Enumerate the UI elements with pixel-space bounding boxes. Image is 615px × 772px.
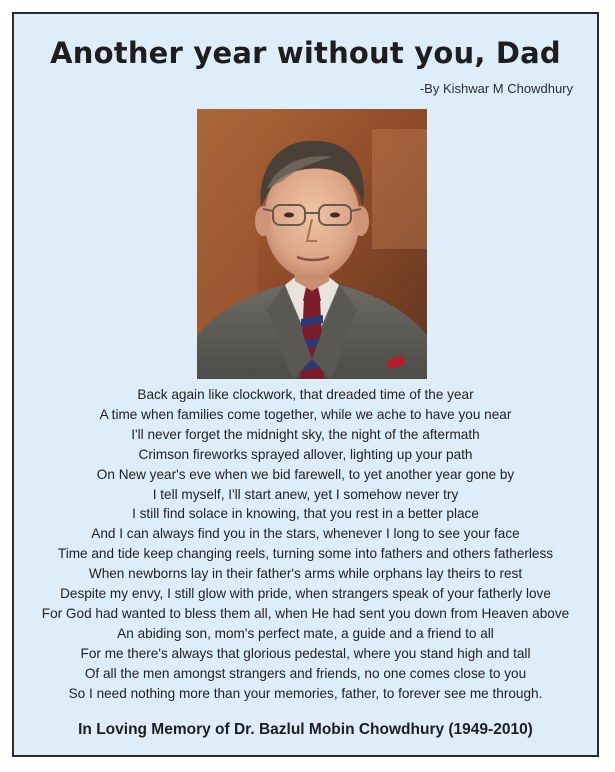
author-byline: -By Kishwar M Chowdhury xyxy=(419,81,573,96)
memorial-notice xyxy=(12,12,599,757)
poem-line: An abiding son, mom's perfect mate, a guide and a friend to all xyxy=(117,625,494,641)
poem-line: And I can always find you in the stars, whenever I long to see your face xyxy=(91,526,520,542)
memorial-dedication: In Loving Memory of Dr. Bazlul Mobin Chowdhury (1949-2010) xyxy=(78,721,533,738)
poem-line: For God had wanted to bless them all, when He had sent you down from Heaven above xyxy=(41,605,570,621)
portrait-image xyxy=(197,109,427,379)
poem-line: I tell myself, I'll start anew, yet I somehow never try xyxy=(152,486,459,502)
poem-line: So I need nothing more than your memories, father, to forever see me through. xyxy=(68,685,543,701)
poem-line: Back again like clockwork, that dreaded time of the year xyxy=(137,387,474,402)
poem-line: On New year's eve when we bid farewell, to yet another year gone by xyxy=(96,466,515,482)
poem-line: A time when families come together, while we ache to have you near xyxy=(99,406,512,422)
poem-line: Of all the men amongst strangers and friends, no one comes close to you xyxy=(84,665,527,681)
poem-line: Despite my envy, I still glow with pride, when strangers speak of your fatherly love xyxy=(60,586,551,602)
poem-line: Crimson fireworks sprayed allover, lighting up your path xyxy=(138,446,473,462)
portrait-photo xyxy=(197,109,427,379)
poem-line: For me there's always that glorious pedestal, where you stand high and tall xyxy=(80,645,531,661)
poem-line: I still find solace in knowing, that you rest in a better place xyxy=(132,506,479,522)
page-title: Another year without you, Dad xyxy=(50,36,561,70)
poem-text xyxy=(14,385,597,704)
poem-line: When newborns lay in their father's arms while orphans lay theirs to rest xyxy=(88,566,523,582)
poem-line: Time and tide keep changing reels, turning some into fathers and others fatherless xyxy=(57,546,554,562)
poem-line: I'll never forget the midnight sky, the night of the aftermath xyxy=(131,426,480,442)
